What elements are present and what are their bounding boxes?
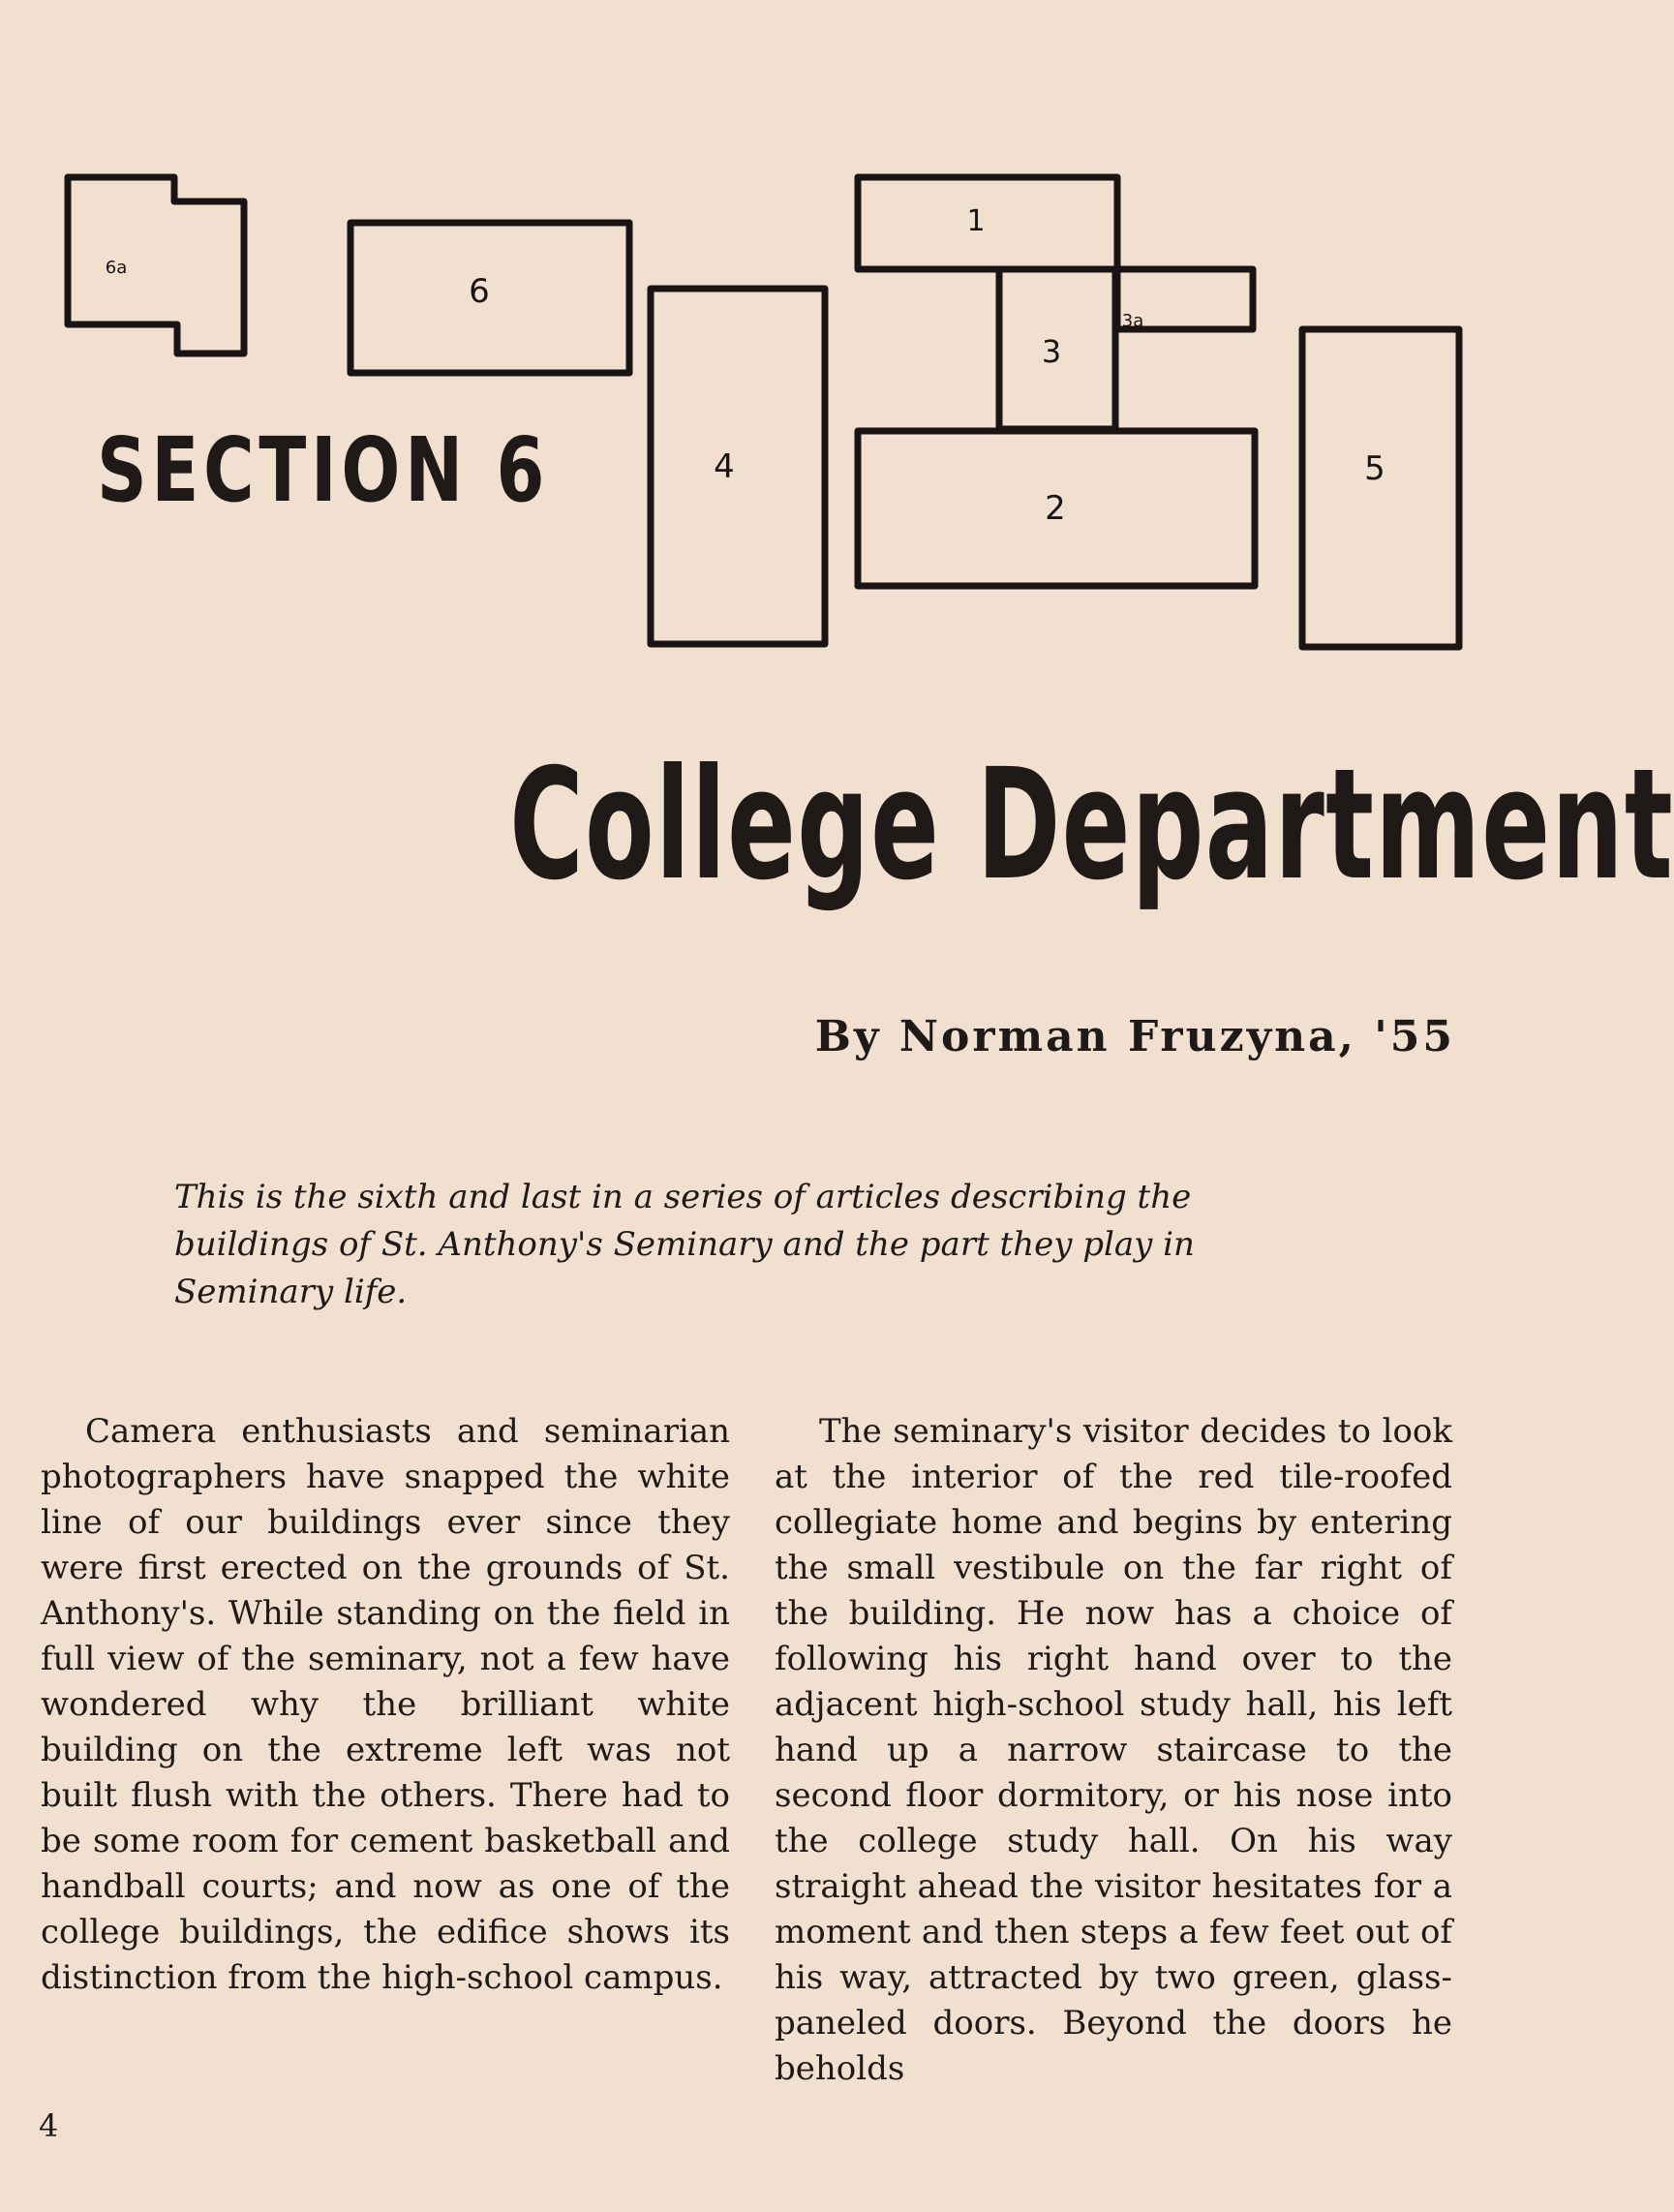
page-number: 4 bbox=[39, 2107, 59, 2144]
building-1-outline bbox=[858, 177, 1117, 269]
building-6a-label: 6a bbox=[105, 258, 128, 278]
article-intro: This is the sixth and last in a series of articles describing the buildings of St. Anthony's Seminary and the part they play in Seminary life. bbox=[174, 1178, 1195, 1311]
body-column-right: The seminary's visitor decides to look at the interior of the red tile-roofed collegiate home and begins by entering the small vestibule on the far right of the building. He now has a choice of following his right hand over to the adjacent high-school study hall, his left hand up a narrow staircase to the second floor dormitory, or his nose into the college study hall. On his way straight ahead the visitor hesitates for a moment and then steps a few feet out of his way, attracted by two green, glass-paneled doors. Beyond the doors he beholds bbox=[775, 1412, 1452, 2088]
building-6-label: 6 bbox=[469, 272, 490, 311]
building-4-outline bbox=[651, 289, 825, 644]
section-title: SECTION 6 bbox=[97, 418, 550, 522]
building-6-outline bbox=[350, 223, 629, 373]
campus-building-map bbox=[0, 0, 1484, 678]
body-column-left: Camera enthusiasts and seminarian photographers have snapped the white line of our buildings ever since they were first erected on the grounds of St. Anthony's. While standing on the field in full view of the seminary, not a few have wondered why the brilliant white building on the extreme left was not built flush with the others. There had to be some room for cement basketball and handball courts; and now as one of the college buildings, the edifice shows its distinction from the high-school campus. bbox=[41, 1412, 730, 1997]
building-5-label: 5 bbox=[1364, 449, 1385, 488]
building-4-label: 4 bbox=[714, 447, 735, 486]
building-6a-outline bbox=[68, 177, 244, 353]
building-2-label: 2 bbox=[1045, 489, 1066, 528]
author-byline: By Norman Fruzyna, '55 bbox=[814, 1012, 1455, 1061]
building-3a-label: 3a bbox=[1121, 311, 1144, 331]
department-title: College Department bbox=[509, 736, 1674, 914]
building-1-label: 1 bbox=[966, 204, 986, 238]
building-3-label: 3 bbox=[1041, 333, 1062, 370]
building-5-outline bbox=[1302, 329, 1459, 647]
